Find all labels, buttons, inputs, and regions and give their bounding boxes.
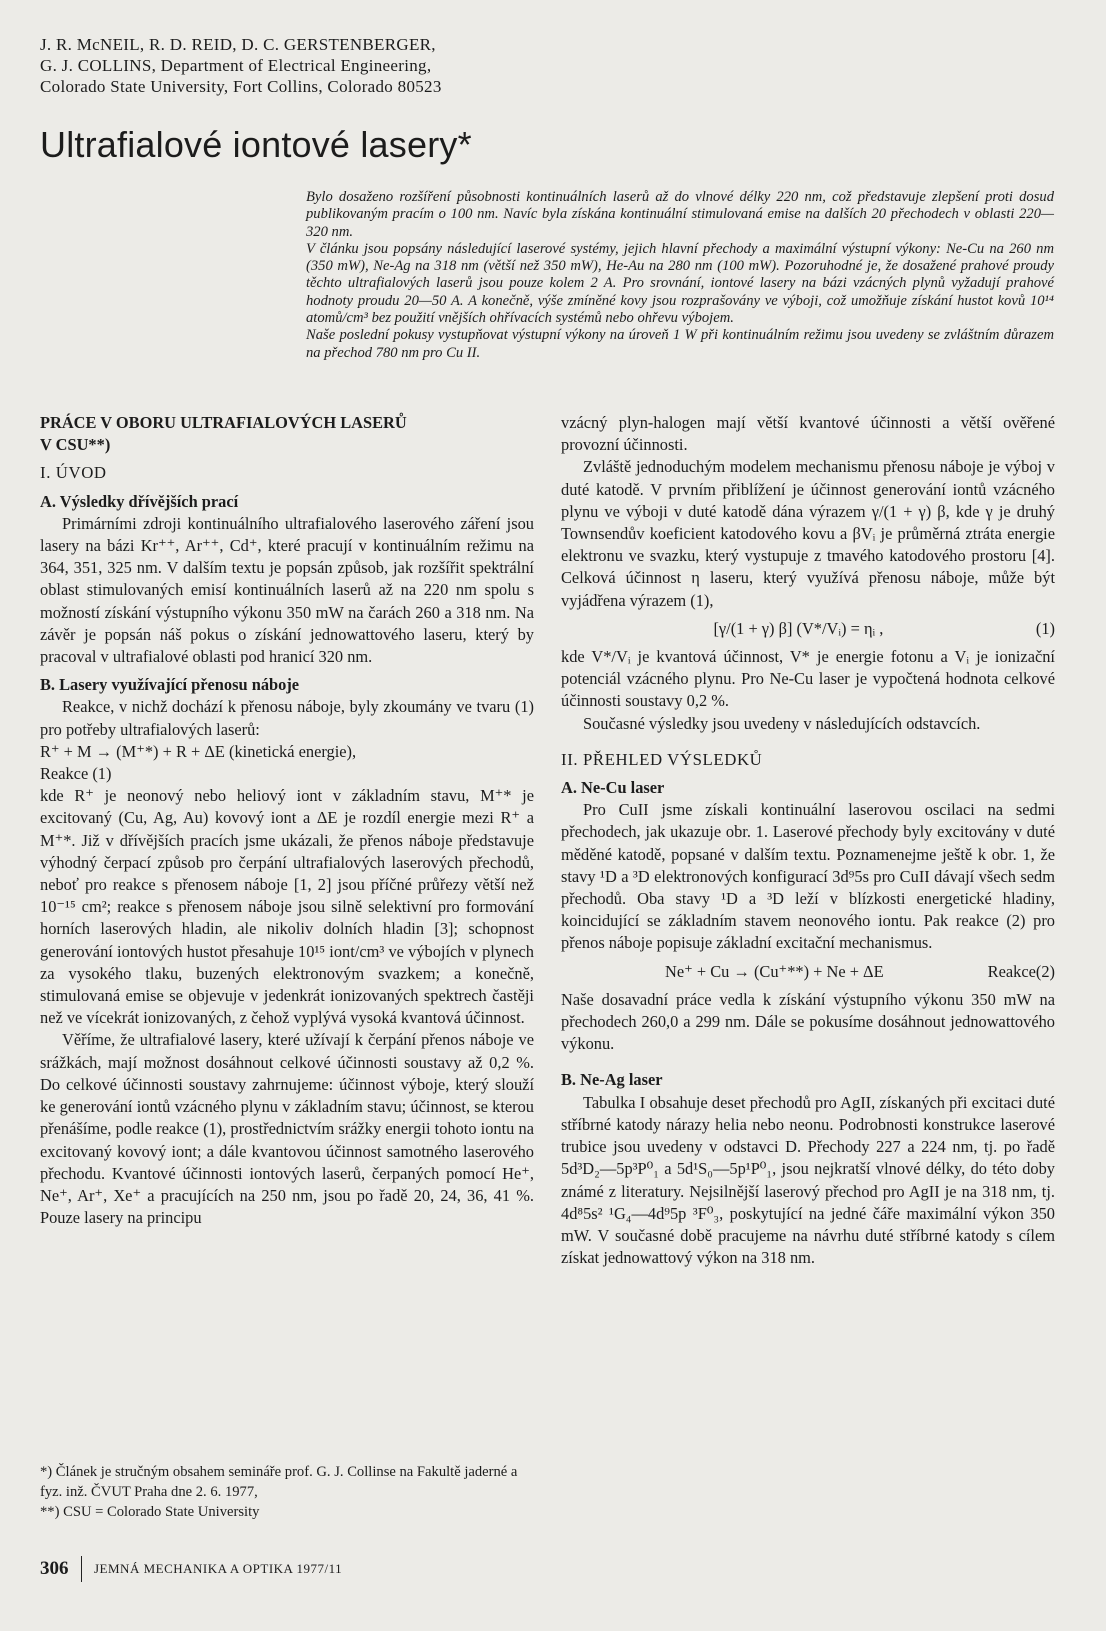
section-heading: V CSU**) [40, 435, 111, 455]
equation-row [561, 618, 1055, 640]
authors-line: J. R. McNEIL, R. D. REID, D. C. GERSTENBERGER, [40, 35, 436, 54]
chapter-heading: II. PŘEHLED VÝSLEDKŮ [561, 749, 763, 769]
journal-name: JEMNÁ MECHANIKA A OPTIKA 1977/11 [94, 1561, 343, 1576]
affiliation-line: G. J. COLLINS, Department of Electrical Engineering, [40, 56, 432, 75]
equation-label: (1) [1035, 618, 1055, 638]
body-paragraph: Naše dosavadní práce vedla k získání výstupního výkonu 350 mW na přechodech 260,0 a 299 nm. Dále se pokusíme dosáhnout jednowattového výkonu. [561, 989, 1055, 1054]
article-title: Ultrafialové iontové lasery* [40, 124, 472, 165]
efficiency-equation: [γ/(1 + γ) β] (V*/Vᵢ) = ηᵢ , [713, 618, 884, 638]
author-block [40, 34, 600, 97]
body-paragraph: kde R⁺ je neonový nebo heliový iont v základním stavu, M⁺* je excitovaný (Cu, Ag, Au) kovový iont a ΔE je rozdíl energie mezi R⁺ a M⁺*. Již v dřívějších pracích jsme ukázali, že přenos náboje představuje výhodný čerpací způsob pro čerpání ultrafialových laserových přechodů, neboť pro reakce s přenosem náboje [1, 2] jsou příčné průřezy větší než 10⁻¹⁵ cm²; reakce s přenosem náboje jsou silně selektivní pro formování horních laserových hladin, ale nikoliv dolních hladin [3]; schopnost generování iontových hustot přesahuje 10¹⁵ iont/cm³ ve výbojích v plynech za vysokého tlaku, buzených elektronovým svazkem; a konečně, stimulovaná emise se objevuje v jedenkrát ionizovaných spektrech častěji než ve vícekrát ionizovaných, z čehož vyplývá vysoká kvantová účinnost. [40, 786, 534, 1028]
equation-row [561, 961, 1055, 983]
section-heading: PRÁCE V OBORU ULTRAFIALOVÝCH LASERŮ [40, 413, 407, 432]
abstract-paragraph: Naše poslední pokusy vystupňovat výstupní výkony na úroveň 1 W při kontinuálním režimu jsou uvedeny se zvláštním důrazem na přechod 780 nm pro Cu II. [306, 327, 1054, 361]
left-column [40, 412, 534, 1229]
body-paragraph: Primárními zdroji kontinuálního ultrafialového laserového záření jsou lasery na bázi Kr⁺⁺, Ar⁺⁺, Cd⁺, které pracují v kontinuálním režimu na 364, 351, 325 nm. V dalším textu je popsán způsob, jak rozšířit spektrální oblast stimulovaných emisí kontinuálních laserů až na 220 nm spolu s možností získání výstupního výkonu 350 mW na čarách 260 a 318 nm. Na závěr je popsán náš pokus o získání jednowattového laseru, který by pracoval v ultrafialové oblasti pod hranicí 320 nm. [40, 513, 534, 667]
footnote: **) CSU = Colorado State University [40, 1504, 260, 1520]
equation-label: Reakce(2) [987, 961, 1055, 981]
body-paragraph: Tabulka I obsahuje deset přechodů pro AgII, získaných při excitaci duté stříbrné katody nárazy helia nebo neonu. Podrobnosti konstrukce laserové trubice jsou uvedeny v odstavci D. Přechody 227 a 224 nm, tj. po řadě 5d³D₂—5p³P⁰₁ a 5d¹S₀—5p¹P⁰₁, jsou nejkratší vlnové délky, do této doby známé z literatury. Nejsilnější laserový přechod pro AgII je na 318 nm, tj. 4d⁸5s² ¹G₄—4d⁹5p ³F⁰₃, poskytující na jedné čáře maximální výkon 350 mW. V současné době pracujeme na návrhu duté stříbrné katody s cílem získat jednowattový výkon na 318 nm. [561, 1092, 1055, 1268]
reaction-equation: R⁺ + M → (M⁺*) + R + ΔE (kinetická energie), [40, 741, 357, 761]
page-footer [40, 1556, 342, 1582]
body-paragraph: kde V*/Vᵢ je kvantová účinnost, V* je energie fotonu a Vᵢ je ionizační potenciál vzácného plynu. Pro Ne-Cu laser je vypočtená hodnota celkové účinnosti soustavy 0,2 %. [561, 647, 1055, 711]
body-paragraph: vzácný plyn-halogen mají větší kvantové účinnosti a větší ověřené provozní účinnosti. [561, 413, 1055, 455]
body-paragraph: Pro CuII jsme získali kontinuální laserovou oscilaci na sedmi přechodech, jak ukazuje obr. 1. Laserové přechody byly excitovány v duté měděné katodě, popsané v dalším textu. Poznamenejme ještě k obr. 1, že stavy ¹D a ³D elektronových konfigurací 3d⁹5s pro CuII dávají všech sedm přechodů. Oba stavy ¹D a ³D leží v blízkosti energetické hladiny, koincidující se základním stavem neonového iontu. Pak reakce (2) pro přenos náboje popisuje základní excitační mechanismus. [561, 800, 1055, 953]
subsection-heading: A. Ne-Cu laser [561, 778, 665, 798]
page-number: 306 [40, 1558, 69, 1579]
affiliation-line: Colorado State University, Fort Collins, Colorado 80523 [40, 77, 442, 96]
footer-divider [81, 1556, 83, 1582]
footnotes [40, 1462, 540, 1522]
abstract [306, 189, 1054, 362]
body-paragraph: Reakce, v nichž dochází k přenosu náboje, byly zkoumány ve tvaru (1) pro potřeby ultrafialových laserů: [40, 697, 534, 739]
subsection-heading: B. Ne-Ag laser [561, 1070, 663, 1090]
body-paragraph: Současné výsledky jsou uvedeny v následujících odstavcích. [583, 713, 981, 733]
reaction-equation: Ne⁺ + Cu → (Cu⁺**) + Ne + ΔE [665, 961, 884, 981]
subsection-heading: B. Lasery využívající přenosu náboje [40, 675, 300, 695]
subsection-heading: A. Výsledky dřívějších prací [40, 491, 239, 511]
equation-label: Reakce (1) [40, 764, 112, 784]
footnote: *) Článek je stručným obsahem semináře prof. G. J. Collinse na Fakultě jaderné a fyz. inž. ČVUT Praha dne 2. 6. 1977, [40, 1464, 518, 1500]
body-paragraph: Věříme, že ultrafialové lasery, které užívají k čerpání přenos náboje ve srážkách, mají možnost dosáhnout celkové účinnosti soustavy až 0,2 %. Do celkové účinnosti soustavy zahrnujeme: účinnost výboje, který slouží ke generování iontů vzácného plynu v základním stavu; účinnost, se kterou přenášíme, podle reakce (1), prostřednictvím srážky energii tohoto iontu na excitovaný kovový iont; a dále kvantovou účinnost samotného laserového přechodu. Kvantové účinnosti iontových laserů, čerpaných pomocí He⁺, Ne⁺, Ar⁺, Xe⁺ a pracujících na 250 nm, jsou po řadě 20, 24, 36, 41 %. Pouze lasery na principu [40, 1030, 534, 1228]
body-paragraph: Zvláště jednoduchým modelem mechanismu přenosu náboje je výboj v duté katodě. V prvním přiblížení je účinnost generování iontů vzácného plynu ve výboji v duté katodě dána výrazem γ/(1 + γ) β, kde γ je druhý Townsendův koeficient katodového kovu a βVᵢ je průměrná ztráta energie elektronu ve svazku, který vystupuje z tmavého katodového prostoru [4]. Celková účinnost η laseru, který využívá přenosu náboje, může být vyjádřena výrazem (1), [561, 457, 1055, 610]
right-column [561, 412, 1055, 1269]
abstract-paragraph: V článku jsou popsány následující laserové systémy, jejich hlavní přechody a maximální výstupní výkony: Ne-Cu na 260 nm (350 mW), Ne-Ag na 318 nm (větší než 350 mW), He-Au na 280 nm (100 mW). Pozoruhodné je, že dosažené prahové proudy těchto ultrafialových laserů jsou pouze kolem 2 A. Pro srovnání, iontové lasery na bázi vzácných plynů vyžadují prahové hodnoty proudu 20—50 A. A konečně, výše zmíněné kovy jsou rozprašovány ve výboji, což umožňuje získání hustot kovů 10¹⁴ atomů/cm³ bez použití vnějších ohřívacích systémů nebo ohřevu výbojem. [306, 240, 1054, 327]
chapter-heading: I. ÚVOD [40, 463, 107, 483]
abstract-paragraph: Bylo dosaženo rozšíření působnosti kontinuálních laserů až do vlnové délky 220 nm, což představuje zlepšení proti dosud publikovaným pracím o 100 nm. Navíc byla získána kontinuální stimulovaná emise na dalších 20 přechodech v oblasti 220—320 nm. [306, 189, 1054, 240]
